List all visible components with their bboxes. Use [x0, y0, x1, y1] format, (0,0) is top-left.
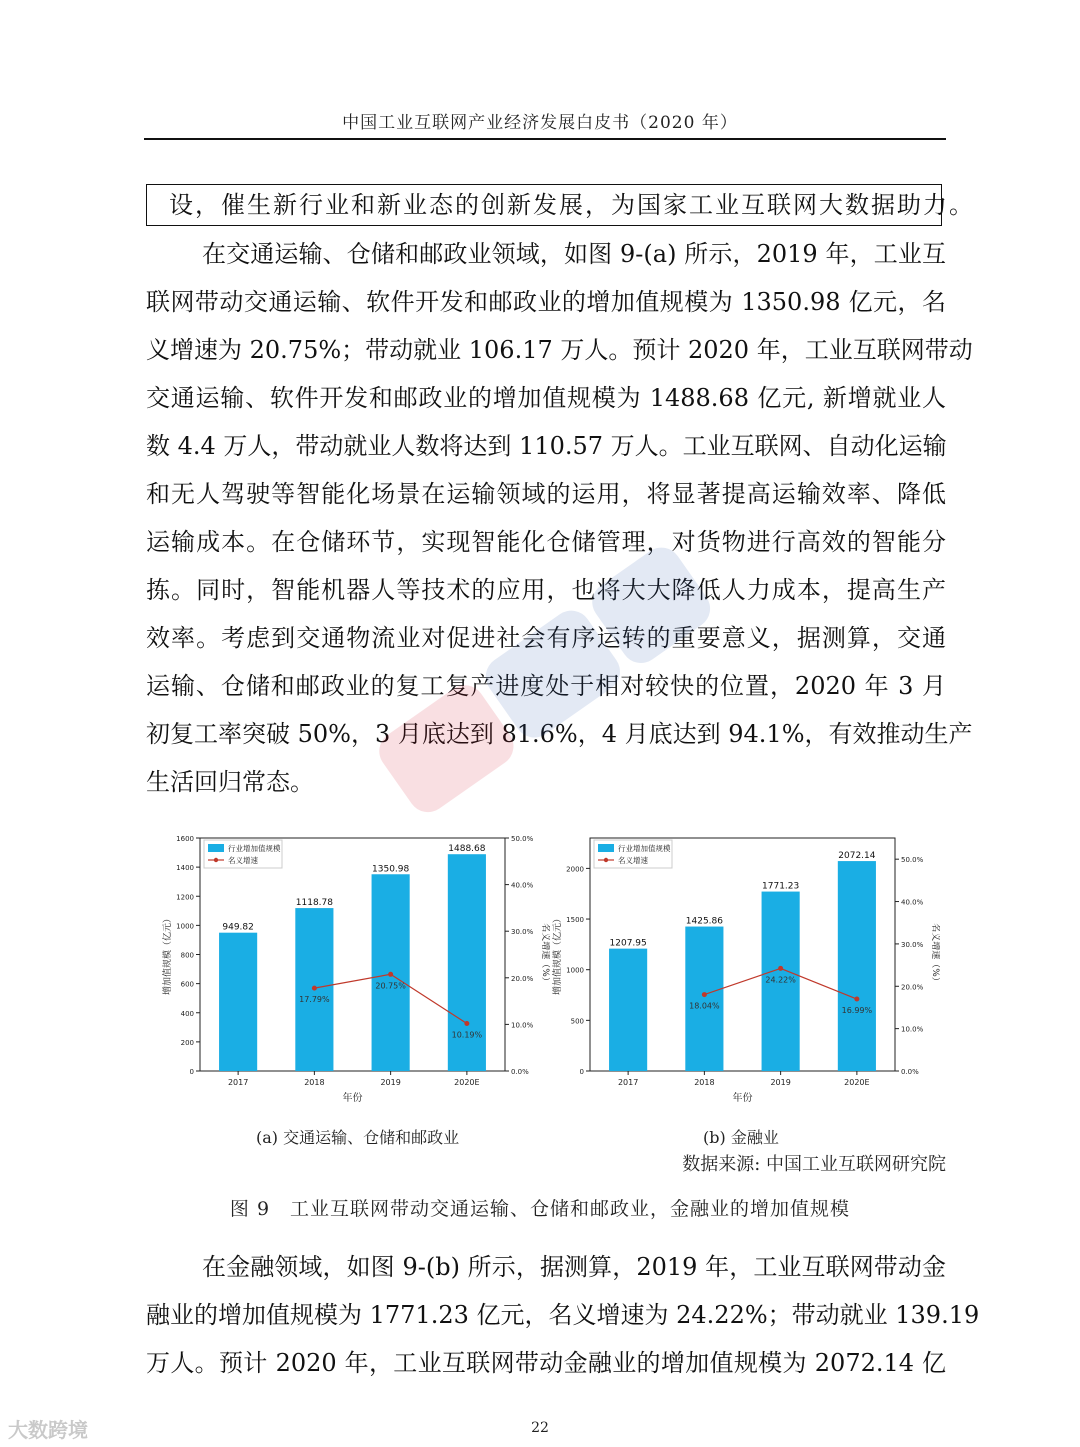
y2-tick-label: 10.0% [511, 1021, 534, 1030]
page-number: 22 [531, 1420, 549, 1436]
y-tick-label: 0 [189, 1068, 194, 1076]
x-tick-label: 2020E [454, 1078, 480, 1087]
chart-finance [540, 826, 940, 1106]
bar-value-label: 949.82 [222, 922, 254, 933]
y-tick-label: 1000 [176, 922, 194, 931]
text-line: 生活回归常态。 [146, 768, 314, 796]
legend-line-marker [214, 858, 218, 862]
growth-point [464, 1021, 469, 1026]
y-tick-label: 2000 [566, 865, 584, 874]
bar [219, 933, 257, 1071]
growth-value-label: 20.75% [375, 981, 406, 991]
x-axis-label: 年份 [342, 1093, 363, 1104]
y2-tick-label: 40.0% [511, 881, 534, 890]
growth-point [312, 986, 317, 991]
legend-line-marker [604, 858, 608, 862]
bar-value-label: 1425.86 [685, 916, 723, 927]
y2-tick-label: 50.0% [901, 856, 924, 865]
bar [609, 949, 647, 1071]
text-line: 万人。预计 2020 年，工业互联网带动金融业的增加值规模为 2072.14 亿 [146, 1349, 946, 1377]
legend-bar-swatch [208, 844, 224, 852]
y-tick-label: 400 [180, 1009, 194, 1018]
growth-value-label: 18.04% [689, 1001, 720, 1011]
y-tick-label: 0 [579, 1068, 584, 1076]
text-line: 在交通运输、仓储和邮政业领域，如图 9-(a) 所示，2019 年，工业互 [202, 240, 946, 268]
text-line: 融业的增加值规模为 1771.23 亿元，名义增速为 24.22%；带动就业 139.19 [146, 1301, 980, 1329]
data-source: 数据来源: 中国工业互联网研究院 [682, 1154, 946, 1175]
y2-tick-label: 0.0% [901, 1068, 919, 1076]
x-tick-label: 2018 [304, 1078, 325, 1087]
y2-tick-label: 40.0% [901, 898, 924, 907]
watermark-logo: 大数跨境 [8, 1418, 88, 1442]
growth-value-label: 24.22% [765, 975, 796, 985]
chart-transport [150, 826, 550, 1106]
y-tick-label: 200 [180, 1038, 194, 1047]
x-tick-label: 2018 [694, 1078, 715, 1087]
text-line: 拣。同时，智能机器人等技术的应用，也将大大降低人力成本，提高生产 [146, 576, 946, 604]
y2-axis-label: 名义增速（%） [930, 923, 940, 986]
boxed-text-line: 设，催生新行业和新业态的创新发展，为国家工业互联网大数据助力。 [146, 184, 942, 226]
y2-tick-label: 50.0% [511, 835, 534, 843]
chart-caption-a: (a) 交通运输、仓储和邮政业 [256, 1128, 460, 1147]
chart-caption-b: (b) 金融业 [703, 1128, 779, 1147]
x-tick-label: 2019 [770, 1078, 791, 1087]
bar [685, 927, 723, 1071]
bar-value-label: 2072.14 [838, 851, 876, 862]
y2-tick-label: 20.0% [511, 974, 534, 983]
growth-point [702, 992, 707, 997]
y-tick-label: 1200 [176, 893, 194, 902]
legend-bar-label: 行业增加值规模 [228, 844, 281, 853]
growth-point [854, 997, 859, 1002]
text-line: 数 4.4 万人，带动就业人数将达到 110.57 万人。工业互联网、自动化运输 [146, 432, 947, 460]
bar [838, 861, 876, 1071]
y2-tick-label: 30.0% [901, 940, 924, 949]
text-line: 运输成本。在仓储环节，实现智能化仓储管理，对货物进行高效的智能分 [146, 528, 946, 556]
y-tick-label: 600 [180, 980, 194, 989]
legend-line-label: 名义增速 [618, 856, 648, 865]
bar-value-label: 1118.78 [295, 898, 333, 909]
y2-axis-label: 名义增速（%） [540, 923, 550, 986]
y-tick-label: 1000 [566, 966, 584, 975]
legend-line-label: 名义增速 [228, 856, 258, 865]
text-line: 初复工率突破 50%，3 月底达到 81.6%，4 月底达到 94.1%，有效推动生产 [146, 720, 973, 748]
growth-value-label: 16.99% [841, 1006, 873, 1016]
y-tick-label: 500 [570, 1017, 584, 1026]
bar-value-label: 1350.98 [372, 864, 410, 875]
y-tick-label: 1400 [176, 864, 194, 873]
text-line: 义增速为 20.75%；带动就业 106.17 万人。预计 2020 年，工业互联网带动 [146, 336, 973, 364]
x-tick-label: 2017 [227, 1078, 249, 1087]
growth-point [388, 972, 393, 977]
growth-value-label: 17.79% [299, 995, 330, 1005]
figure-charts [150, 826, 950, 1106]
text-line: 和无人驾驶等智能化场景在运输领域的运用，将显著提高运输效率、降低 [146, 480, 946, 508]
y-tick-label: 800 [180, 951, 194, 960]
header-rule [144, 138, 946, 140]
y2-tick-label: 20.0% [901, 983, 924, 992]
bar-value-label: 1207.95 [609, 938, 647, 949]
text-line: 交通运输、软件开发和邮政业的增加值规模为 1488.68 亿元, 新增就业人 [146, 384, 946, 412]
text-line: 运输、仓储和邮政业的复工复产进度处于相对较快的位置，2020 年 3 月 [146, 672, 946, 700]
y-axis-label: 增加值规模（亿元） [553, 913, 563, 996]
y2-tick-label: 0.0% [511, 1068, 529, 1076]
y2-tick-label: 10.0% [901, 1025, 924, 1034]
paragraph-transport [146, 230, 973, 806]
legend-bar-label: 行业增加值规模 [618, 844, 671, 853]
growth-value-label: 10.19% [451, 1030, 483, 1040]
y-axis-label: 增加值规模（亿元） [163, 913, 173, 996]
bar-value-label: 1488.68 [448, 844, 486, 855]
text-line: 效率。考虑到交通物流业对促进社会有序运转的重要意义，据测算，交通 [146, 624, 946, 652]
x-tick-label: 2017 [617, 1078, 639, 1087]
x-tick-label: 2020E [844, 1078, 870, 1087]
page-header: 中国工业互联网产业经济发展白皮书（2020 年） [342, 113, 738, 133]
figure-caption: 图 9 工业互联网带动交通运输、仓储和邮政业，金融业的增加值规模 [229, 1198, 851, 1220]
x-axis-label: 年份 [732, 1093, 753, 1104]
text-line: 联网带动交通运输、软件开发和邮政业的增加值规模为 1350.98 亿元，名 [146, 288, 946, 316]
y-tick-label: 1600 [176, 835, 194, 843]
y2-tick-label: 30.0% [511, 928, 534, 937]
legend-bar-swatch [598, 844, 614, 852]
x-tick-label: 2019 [380, 1078, 401, 1087]
paragraph-finance [146, 1243, 980, 1387]
bar-value-label: 1771.23 [762, 881, 800, 892]
y-tick-label: 1500 [566, 916, 584, 925]
growth-point [778, 966, 783, 971]
text-line: 在金融领域，如图 9-(b) 所示，据测算，2019 年，工业互联网带动金 [202, 1253, 946, 1281]
